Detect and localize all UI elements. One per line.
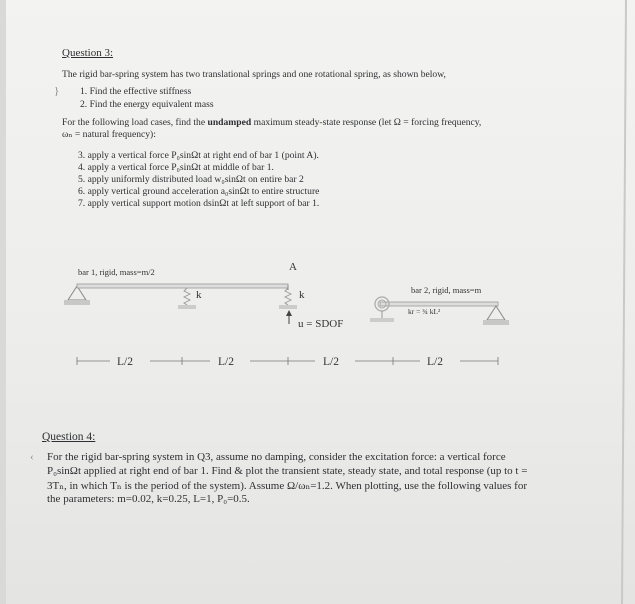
- q4-heading: Question 4:: [42, 431, 96, 443]
- load-intro-part1: For the following load cases, find the: [62, 117, 206, 128]
- q4-line: 3Tₙ, in which Tₙ is the period of the system). Assume Ω/ωₙ=1.2. When plotting, use the following values for: [47, 480, 528, 492]
- dim-label: L/2: [117, 356, 133, 368]
- q4-line: For the rigid bar-spring system in Q3, assume no damping, consider the excitation force: a vertical force: [47, 451, 506, 463]
- dim-label: L/2: [323, 356, 339, 368]
- dim-label: L/2: [218, 356, 234, 368]
- rot-spring-label: kr = ¾ kL²: [408, 307, 441, 316]
- right-pin-support: [483, 306, 509, 325]
- bar1-label: bar 1, rigid, mass=m/2: [78, 267, 155, 277]
- q3-task: 1. Find the effective stiffness: [80, 86, 192, 97]
- paper-edge: [622, 0, 626, 604]
- q3-case: 5. apply uniformly distributed load w₀sinΩt on entire bar 2: [78, 174, 304, 185]
- rotational-spring: [370, 297, 394, 322]
- q3-case: 4. apply a vertical force P₀sinΩt at middle of bar 1.: [78, 162, 274, 173]
- q3-load-intro-line2: ωₙ = natural frequency):: [62, 129, 156, 140]
- sdof-arrow: [286, 310, 292, 324]
- point-a-label: A: [289, 261, 297, 273]
- spring-left: [178, 288, 196, 309]
- load-intro-bold: undamped: [207, 117, 252, 128]
- load-intro-part2: maximum steady-state response (let Ω = forcing frequency,: [253, 117, 482, 128]
- sdof-label: u = SDOF: [298, 318, 344, 330]
- q3-task: 2. Find the energy equivalent mass: [80, 99, 214, 110]
- pen-mark: ‹: [30, 451, 34, 463]
- pen-mark: }: [54, 85, 60, 97]
- q3-case: 6. apply vertical ground acceleration a₀sinΩt to entire structure: [78, 186, 320, 197]
- bar-2: [380, 302, 498, 306]
- q4-line: P₀sinΩt applied at right end of bar 1. Find & plot the transient state, steady state, and total response (up to t =: [47, 465, 528, 477]
- spring-mid: [279, 288, 297, 309]
- q3-intro: The rigid bar-spring system has two translational springs and one rotational spring, as shown below,: [62, 69, 446, 80]
- q3-heading: Question 3:: [62, 47, 114, 59]
- q4-line: the parameters: m=0.02, k=0.25, L=1, P₀=0.5.: [47, 493, 250, 505]
- bar2-label: bar 2, rigid, mass=m: [411, 285, 482, 295]
- bar-1: [77, 284, 288, 288]
- spring-mid-label: k: [299, 289, 305, 301]
- dim-label: L/2: [427, 356, 443, 368]
- q3-case: 7. apply vertical support motion dsinΩt at left support of bar 1.: [78, 198, 320, 209]
- q3-case: 3. apply a vertical force P₀sinΩt at right end of bar 1 (point A).: [78, 150, 319, 161]
- spring-left-label: k: [196, 289, 202, 301]
- left-pin-support: [64, 286, 90, 305]
